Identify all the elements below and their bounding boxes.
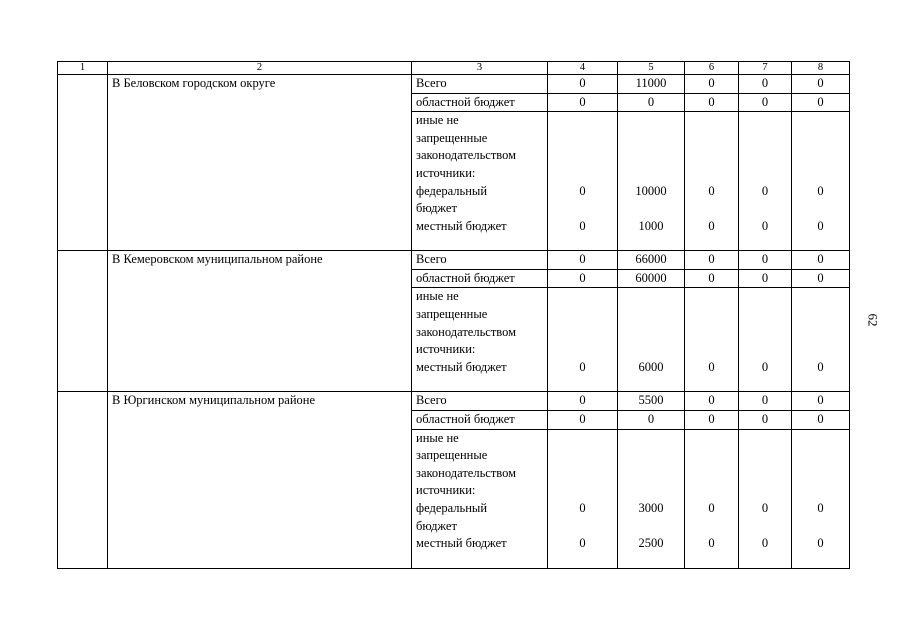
value-cell: 0: [548, 93, 618, 112]
value-cell: 0: [708, 183, 715, 198]
value-stack: [548, 288, 618, 392]
source-label: областной бюджет: [412, 93, 548, 112]
header-cell: 8: [792, 62, 850, 75]
source-line: источники:: [416, 483, 476, 498]
value-cell: 0: [761, 536, 769, 551]
value-stack: [618, 112, 685, 251]
territory-name: В Беловском городском округе: [108, 75, 412, 251]
value-cell: 0: [685, 93, 739, 112]
value-cell: 0: [761, 359, 769, 374]
value-stack: [739, 112, 792, 251]
source-label: Всего: [412, 251, 548, 270]
value-stack: [685, 429, 739, 568]
value-stack: [739, 288, 792, 392]
table-row: [58, 75, 850, 94]
value-cell: 0: [792, 269, 850, 288]
header-row: [58, 62, 850, 75]
value-cell: 0: [792, 392, 850, 411]
value-cell: 5500: [618, 392, 685, 411]
value-cell: 0: [618, 410, 685, 429]
other-sources-label: [412, 288, 548, 392]
value-cell: 0: [817, 536, 824, 551]
value-cell: 0: [817, 218, 824, 233]
header-cell: 6: [685, 62, 739, 75]
value-cell: 0: [618, 93, 685, 112]
source-line: источники:: [416, 342, 476, 357]
source-line: запрещенные: [416, 130, 488, 145]
value-cell: 0: [739, 251, 792, 270]
value-cell: 0: [708, 536, 715, 551]
source-line: иные не: [416, 289, 459, 304]
value-stack: [548, 429, 618, 568]
value-stack: [685, 288, 739, 392]
value-cell: 11000: [618, 75, 685, 94]
value-cell: 66000: [618, 251, 685, 270]
header-cell: 4: [548, 62, 618, 75]
source-line: законодательством: [416, 465, 517, 480]
value-stack: [618, 429, 685, 568]
source-line: законодательством: [416, 324, 517, 339]
value-cell: 0: [792, 410, 850, 429]
source-line: местный бюджет: [416, 359, 507, 374]
source-line: бюджет: [416, 518, 457, 533]
source-line: федеральный: [416, 183, 488, 198]
value-cell: 60000: [618, 269, 685, 288]
source-line: местный бюджет: [416, 218, 507, 233]
value-cell: 0: [739, 392, 792, 411]
header-cell: 7: [739, 62, 792, 75]
index-cell: [58, 251, 108, 392]
source-line: источники:: [416, 165, 476, 180]
value-cell: 0: [548, 75, 618, 94]
value-cell: 0: [739, 75, 792, 94]
value-stack: [792, 429, 850, 568]
value-cell: 0: [685, 269, 739, 288]
value-cell: 6000: [638, 359, 664, 374]
value-cell: 0: [792, 93, 850, 112]
source-line: федеральный: [416, 500, 488, 515]
value-cell: 0: [548, 392, 618, 411]
value-cell: 0: [685, 75, 739, 94]
value-cell: 0: [761, 500, 769, 515]
value-cell: 0: [685, 410, 739, 429]
budget-table: [57, 61, 850, 569]
other-sources-label: [412, 429, 548, 568]
value-cell: 0: [817, 500, 824, 515]
territory-name: В Юргинском муниципальном районе: [108, 392, 412, 568]
value-cell: 0: [739, 410, 792, 429]
value-cell: 0: [817, 183, 824, 198]
value-cell: 0: [579, 536, 586, 551]
value-cell: 3000: [638, 500, 664, 515]
value-cell: 0: [685, 251, 739, 270]
source-line: местный бюджет: [416, 536, 507, 551]
value-stack: [792, 288, 850, 392]
value-cell: 0: [792, 75, 850, 94]
value-cell: 0: [739, 93, 792, 112]
index-cell: [58, 75, 108, 251]
index-cell: [58, 392, 108, 568]
source-line: запрещенные: [416, 448, 488, 463]
value-cell: 0: [739, 269, 792, 288]
page-number: 62: [865, 313, 881, 327]
source-label: Всего: [412, 75, 548, 94]
value-stack: [739, 429, 792, 568]
value-cell: 0: [708, 500, 715, 515]
value-cell: 0: [817, 359, 824, 374]
source-line: иные не: [416, 430, 459, 445]
header-cell: 1: [58, 62, 108, 75]
value-cell: 0: [685, 392, 739, 411]
table-row: [58, 251, 850, 270]
value-cell: 0: [548, 269, 618, 288]
value-stack: [618, 288, 685, 392]
value-cell: 0: [708, 218, 715, 233]
value-cell: 0: [548, 410, 618, 429]
value-cell: 0: [708, 359, 715, 374]
source-line: законодательством: [416, 148, 517, 163]
source-label: Всего: [412, 392, 548, 411]
territory-name: В Кемеровском муниципальном районе: [108, 251, 412, 392]
value-cell: 0: [792, 251, 850, 270]
value-cell: 2500: [638, 536, 664, 551]
value-cell: 0: [579, 500, 586, 515]
source-line: запрещенные: [416, 306, 488, 321]
value-stack: [792, 112, 850, 251]
source-line: бюджет: [416, 201, 457, 216]
value-stack: [548, 112, 618, 251]
header-cell: 3: [412, 62, 548, 75]
source-label: областной бюджет: [412, 269, 548, 288]
value-cell: 0: [579, 183, 586, 198]
value-cell: 0: [579, 218, 586, 233]
value-cell: 0: [548, 251, 618, 270]
source-label: областной бюджет: [412, 410, 548, 429]
value-cell: 0: [761, 218, 769, 233]
other-sources-label: [412, 112, 548, 251]
value-stack: [685, 112, 739, 251]
value-cell: 0: [579, 359, 586, 374]
header-cell: 2: [108, 62, 412, 75]
table-row: [58, 392, 850, 411]
header-cell: 5: [618, 62, 685, 75]
value-cell: 0: [761, 183, 769, 198]
value-cell: 10000: [635, 183, 667, 198]
source-line: иные не: [416, 113, 459, 128]
value-cell: 1000: [638, 218, 664, 233]
